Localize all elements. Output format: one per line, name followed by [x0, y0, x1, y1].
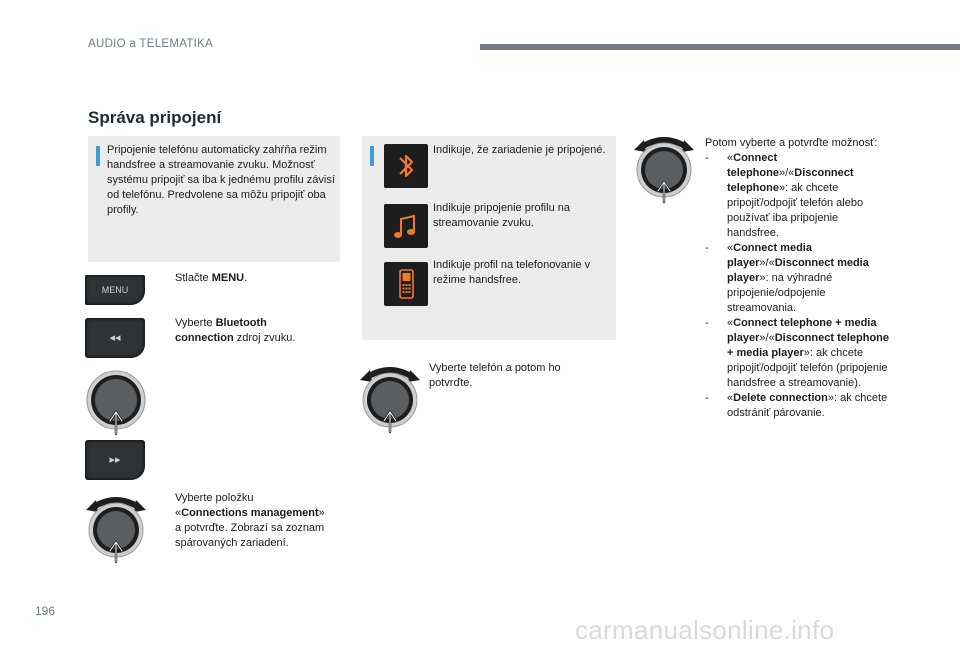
next-button[interactable]: ▸▸ [85, 440, 145, 480]
menu-button[interactable]: MENU [85, 275, 145, 305]
info-icon [370, 146, 374, 166]
bluetooth-icon [384, 144, 428, 188]
rotate-knob-icon[interactable] [84, 490, 148, 566]
step-select-bluetooth: Vyberte Bluetooth connection zdroj zvuku. [175, 317, 296, 344]
step-connections-management: Vyberte položku «Connections management» a potvrďte. Zobrazí sa zoznam spárovaných zariadení. [175, 492, 325, 549]
option-item: - «Connect telephone»/«Disconnect telephone»: ak chcete pripojiť/odpojiť telefón alebo používať iba pripojenie handsfree. [705, 152, 864, 239]
previous-button[interactable]: ◂◂ [85, 318, 145, 358]
info-box [88, 136, 340, 262]
header-bar [480, 44, 960, 50]
step-then-select [705, 136, 890, 421]
indicator-text: Indikuje pripojenie profilu na streamovanie zvuku. [433, 202, 570, 229]
info-icon [96, 146, 100, 166]
info-text: Pripojenie telefónu automaticky zahŕňa režim handsfree a streamovanie zvuku. Možnosť systému pripojiť sa iba k jednému profilu závisí od telefónu. Predvolene sa môžu pripojiť oba profily. [107, 144, 335, 216]
then-select-text: Potom vyberte a potvrďte možnosť: [705, 137, 878, 149]
step-select-phone: Vyberte telefón a potom ho potvrďte. [429, 362, 561, 389]
press-knob-icon[interactable] [84, 368, 148, 440]
option-item: - «Delete connection»: ak chcete odstrániť párovanie. [705, 392, 888, 419]
phone-icon [384, 262, 428, 306]
option-item: - «Connect telephone + media player»/«Disconnect telephone + media player»: ak chcete pripojiť/odpojiť telefón (pripojenie handsfree a streamovanie). [705, 317, 890, 389]
indicator-text: Indikuje, že zariadenie je pripojené. [433, 144, 606, 156]
options-list [705, 151, 890, 421]
indicator-box [362, 136, 616, 340]
page-number: 196 [35, 604, 56, 618]
section-label: AUDIO a TELEMATIKA [88, 38, 214, 50]
rotate-knob-icon[interactable] [358, 360, 422, 436]
step-press-menu: Stlačte MENU. [175, 272, 248, 284]
watermark: carmanualsonline.info [575, 615, 835, 645]
option-item: - «Connect media player»/«Disconnect media player»: na výhradné pripojenie/odpojenie streamovania. [705, 242, 869, 314]
music-note-icon [384, 204, 428, 248]
indicator-text: Indikuje profil na telefonovanie v režime handsfree. [433, 259, 591, 286]
rotate-knob-icon[interactable] [632, 130, 696, 206]
page-title: Správa pripojení [88, 108, 222, 127]
